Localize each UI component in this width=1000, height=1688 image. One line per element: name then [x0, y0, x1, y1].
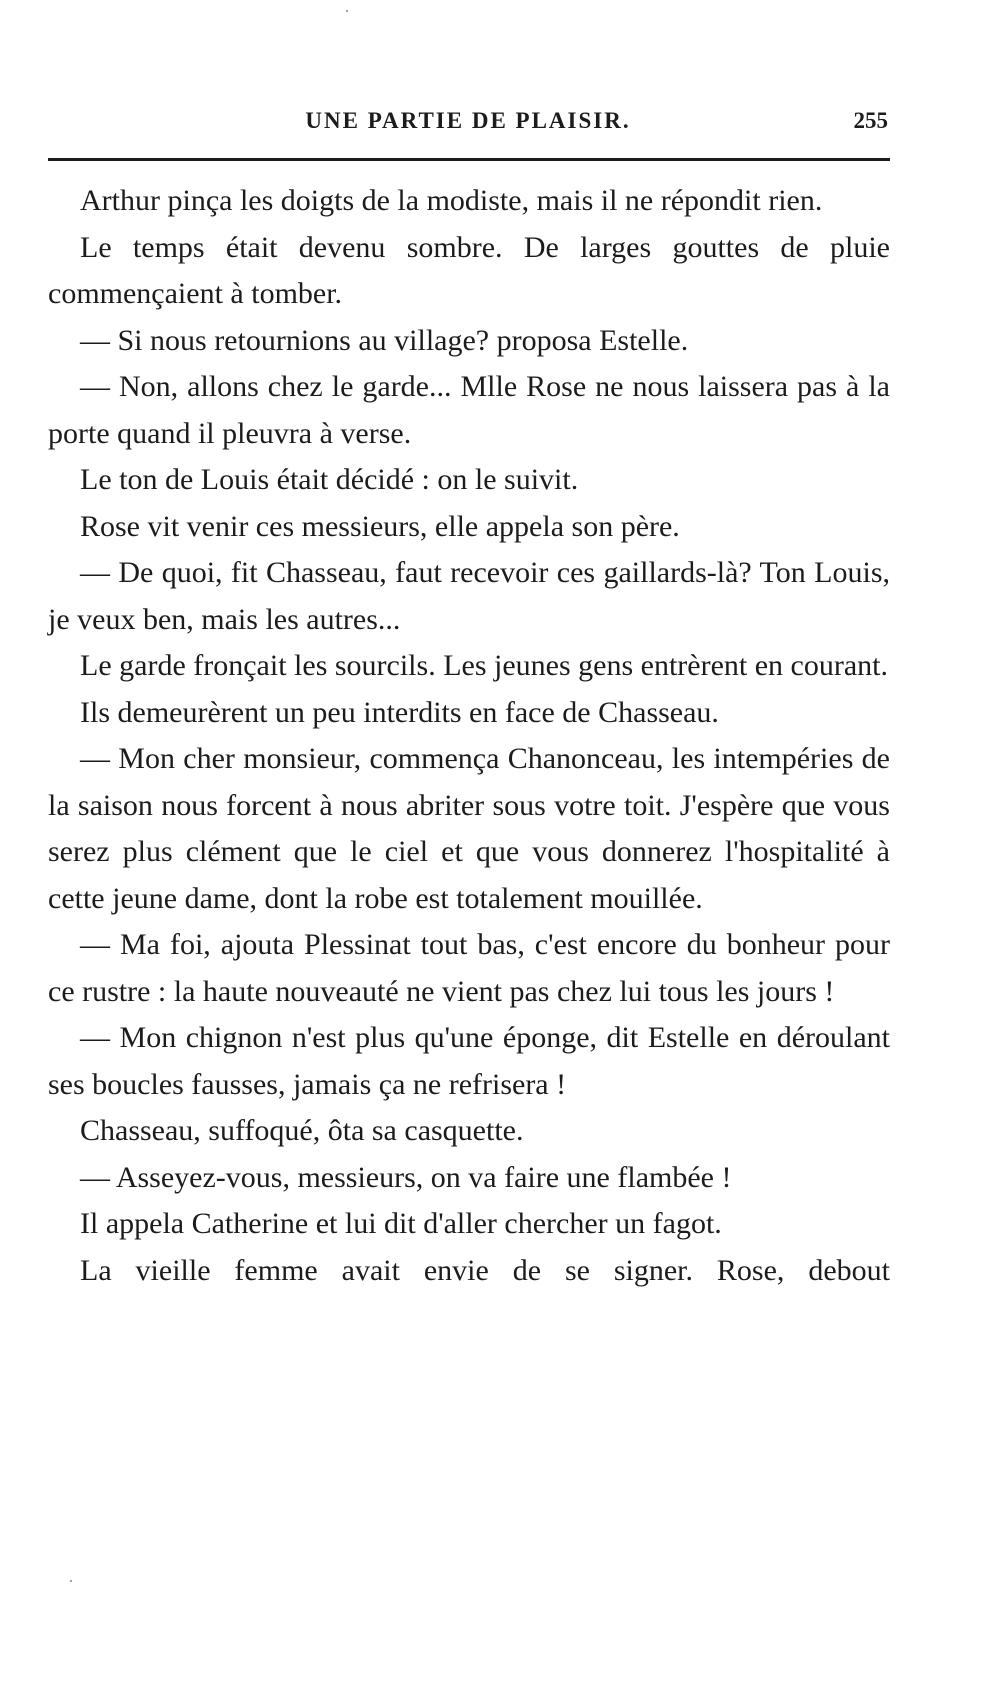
paragraph: — Non, allons chez le garde... Mlle Rose ne nous laissera pas à la porte quand il pleuvra à verse.: [48, 370, 890, 450]
print-speck: [346, 10, 348, 12]
paragraph: Rose vit venir ces messieurs, elle appela son père.: [80, 509, 680, 543]
paragraph: Arthur pinça les doigts de la modiste, mais il ne répondit rien.: [80, 184, 823, 217]
paragraph: Le garde fronçait les sourcils. Les jeunes gens entrèrent en courant.: [80, 649, 889, 682]
header-rule: [48, 158, 890, 161]
paragraph: — Mon chignon n'est plus qu'une éponge, dit Estelle en déroulant ses boucles fausses, jamais ça ne refrisera !: [48, 1021, 890, 1101]
paragraph: — Asseyez-vous, messieurs, on va faire une flambée !: [80, 1160, 732, 1194]
paragraph: Le ton de Louis était décidé : on le suivit.: [80, 463, 579, 496]
body-text: [48, 178, 890, 1294]
paragraph: — Si nous retournions au village? proposa Estelle.: [80, 323, 689, 357]
print-speck: [70, 1580, 72, 1582]
paragraph: Chasseau, suffoqué, ôta sa casquette.: [80, 1114, 524, 1147]
paragraph: — Mon cher monsieur, commença Chanonceau, les intempéries de la saison nous forcent à nous abriter sous votre toit. J'espère que vous serez plus clément que le ciel et que vous donnerez l'hospitalité à cette jeune dame, dont la robe est totalement mouillée.: [48, 742, 890, 915]
paragraph: — De quoi, fit Chasseau, faut recevoir ces gaillards-là? Ton Louis, je veux ben, mais les autres...: [48, 556, 890, 636]
paragraph: — Ma foi, ajouta Plessinat tout bas, c'est encore du bonheur pour ce rustre : la haute nouveauté ne vient pas chez lui tous les jours !: [48, 928, 890, 1008]
paragraph-continued: La vieille femme avait envie de se signer. Rose, debout: [80, 1253, 890, 1287]
paragraph: Il appela Catherine et lui dit d'aller chercher un fagot.: [80, 1207, 722, 1240]
paragraph: Le temps était devenu sombre. De larges gouttes de pluie commençaient à tomber.: [48, 230, 890, 310]
running-title: UNE PARTIE DE PLAISIR.: [305, 108, 631, 133]
paragraph: Ils demeurèrent un peu interdits en face de Chasseau.: [80, 695, 719, 729]
page-header: [48, 108, 888, 148]
page-number: 255: [853, 108, 888, 133]
